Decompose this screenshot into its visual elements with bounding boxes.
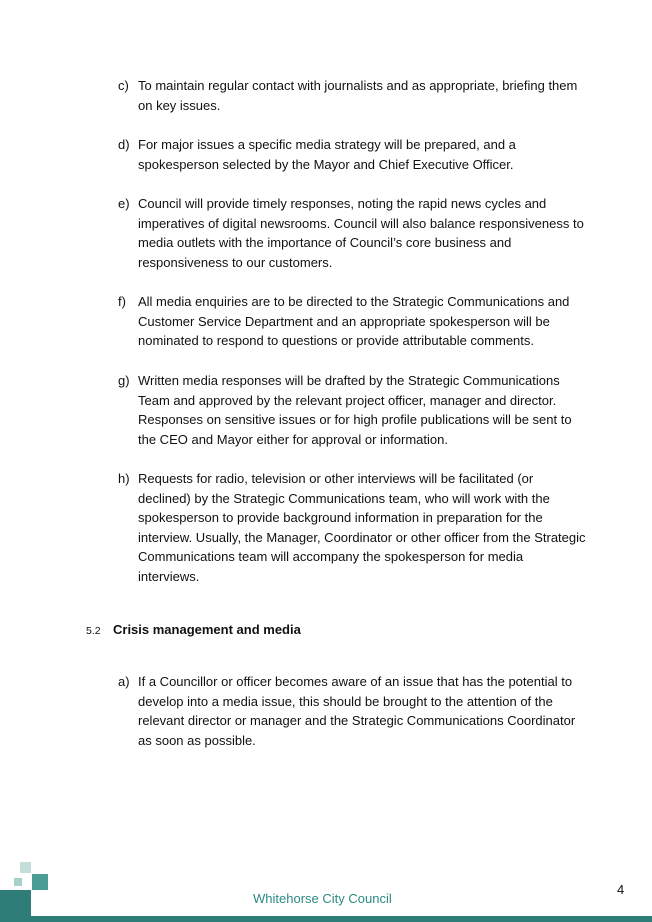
list-marker: e) xyxy=(118,196,130,211)
list-marker: f) xyxy=(118,294,126,309)
footer-logo-square-small xyxy=(14,878,22,886)
section-number: 5.2 xyxy=(86,625,101,637)
list-marker: h) xyxy=(118,471,130,486)
list-marker: g) xyxy=(118,373,130,388)
list-item-text: If a Councillor or officer becomes aware of an issue that has the potential to develop into a media issue, this should be brought to the attention of the relevant director or manager and the Strategic Communications Coordinator as soon as possible. xyxy=(138,674,576,748)
footer-logo-square-mid xyxy=(32,874,48,890)
list-item-text: For major issues a specific media strategy will be prepared, and a spokesperson selected by the Mayor and Chief Executive Officer. xyxy=(138,137,516,172)
page-number: 4 xyxy=(617,882,625,897)
list-marker: c) xyxy=(118,78,129,93)
list-marker: a) xyxy=(118,674,130,689)
footer-rule xyxy=(0,916,652,922)
section-title: Crisis management and media xyxy=(113,622,301,637)
list-item-text: Written media responses will be drafted by the Strategic Communications Team and approved by the relevant project officer, manager and director. Responses on sensitive issues or for high profile publications will be sent to the CEO and Mayor either for approval or information. xyxy=(138,373,572,447)
footer-organisation: Whitehorse City Council xyxy=(253,891,392,906)
list-item-text: Council will provide timely responses, noting the rapid news cycles and imperatives of digital newsrooms. Council will also balance responsiveness to media outlets with the importance of Council’s core business and responsiveness to our customers. xyxy=(138,196,584,270)
list-item-text: Requests for radio, television or other interviews will be facilitated (or declined) by the Strategic Communications team, who will work with the spokesperson to provide background information in preparation for the interview. Usually, the Manager, Coordinator or other officer from the Strategic Communications team will accompany the spokesperson for media interviews. xyxy=(138,471,586,584)
list-item-text: All media enquiries are to be directed to the Strategic Communications and Customer Service Department and an appropriate spokesperson will be nominated to respond to questions or provide attributable comments. xyxy=(138,294,570,349)
footer-logo-square-dark xyxy=(0,890,31,916)
footer-logo-square-light xyxy=(20,862,31,873)
list-item-text: To maintain regular contact with journalists and as appropriate, briefing them on key issues. xyxy=(138,78,578,113)
list-marker: d) xyxy=(118,137,130,152)
